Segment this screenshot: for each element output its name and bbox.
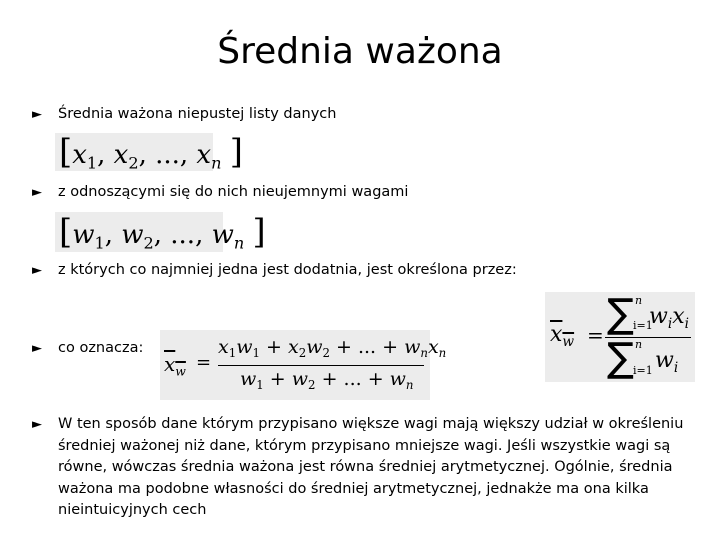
formula-denominator [240, 368, 414, 392]
formula-term: w [389, 368, 406, 390]
formula-term: w [240, 368, 257, 390]
bullet-text: z których co najmniej jedna jest dodatnia, jest określona przez: [58, 262, 517, 278]
weighted-mean-formula [545, 292, 695, 382]
sum-upper-limit: n [635, 294, 643, 307]
formula-term: x [164, 352, 176, 376]
formula-term: w [211, 220, 234, 250]
formula-term: w [649, 304, 668, 329]
formula-term: x [72, 140, 87, 170]
bullet-arrow-icon: ► [32, 263, 42, 278]
formula-subscript: 1 [256, 378, 264, 393]
formula-subscript: i [667, 315, 673, 332]
formula-equals: = [587, 323, 604, 347]
formula-term: w [121, 220, 144, 250]
formula-subscript: n [420, 346, 428, 361]
formula-term: x [196, 140, 212, 170]
bullet-arrow-icon: ► [32, 417, 42, 432]
formula-subscript: n [233, 233, 245, 253]
expanded-mean-formula [160, 330, 447, 400]
sum-upper-limit: n [635, 338, 643, 351]
formula-subscript: 2 [308, 378, 316, 393]
formula-term: w [655, 348, 674, 373]
formula-plus: + [259, 336, 288, 358]
formula-bracket-close: ] [229, 132, 243, 171]
sum-lower-limit: i=1 [633, 364, 653, 377]
formula-subscript: 2 [322, 346, 330, 361]
formula-subscript: 2 [128, 153, 139, 173]
weights-list-formula: [$w_1$, $w_2$, ..., $w_n$ ] [55, 212, 223, 252]
bullet-text: z odnoszącymi się do nich nieujemnymi wagami [58, 184, 409, 200]
bullet-arrow-icon: ► [32, 107, 42, 122]
formula-term: x [287, 336, 299, 358]
formula-bracket-open: [ [59, 132, 73, 171]
sum-sigma-icon: ∑ [607, 335, 634, 381]
formula-subscript: 1 [228, 346, 237, 361]
formula-equals: = [196, 352, 212, 373]
formula-term: w [404, 336, 421, 358]
formula-subscript: 2 [298, 346, 307, 361]
formula-term: x [550, 322, 563, 347]
bullet-arrow-icon: ► [32, 341, 42, 356]
formula-bracket-open: [ [59, 212, 73, 251]
formula-subscript: i [673, 359, 679, 376]
formula-subscript: i [684, 315, 689, 332]
formula-dots: , ..., [138, 140, 197, 170]
formula-plus: + [263, 368, 292, 390]
bullet-text: co oznacza: [58, 340, 144, 356]
formula-bracket-close: ] [252, 212, 266, 251]
formula-lhs [164, 352, 186, 378]
formula-term: w [236, 336, 253, 358]
formula-term: x [427, 336, 439, 358]
bullet-arrow-icon: ► [32, 185, 42, 200]
sum-sigma-icon: ∑ [607, 291, 634, 337]
slide-title: Średnia ważona [217, 31, 503, 72]
formula-subscript: w [175, 363, 186, 379]
formula-term: w [291, 368, 309, 390]
bullet-text: Średnia ważona niepustej listy danych [58, 106, 337, 122]
formula-subscript: 1 [86, 153, 98, 173]
formula-term: w [306, 336, 323, 358]
formula-term: w [72, 220, 95, 250]
formula-subscript: 1 [94, 233, 105, 253]
formula-subscript: n [405, 378, 414, 393]
formula-subscript: 2 [143, 233, 154, 253]
formula-lhs [550, 322, 574, 350]
formula-subscript: n [211, 153, 222, 173]
fraction-line [218, 365, 424, 366]
formula-subscript: n [438, 346, 447, 361]
sum-lower-limit: i=1 [633, 319, 653, 332]
formula-subscript: w [562, 333, 575, 350]
formula-plus: + ... + [315, 368, 390, 390]
bullet-text: W ten sposób dane którym przypisano większe wagi mają większy udział w określeniu średniej ważonej niż dane, którym przypisano mniejsze wagi. Jeśli wszystkie wagi są równe, wówczas średnia ważona jest równa średniej arytmetycznej. Ogólnie, średnia ważona ma podobne własności do średniej arytmetycznej, jednakże ma ona kilka nieintuicyjnych cech [58, 416, 684, 518]
formula-subscript: 1 [252, 346, 260, 361]
formula-numerator [218, 336, 446, 360]
formula-dots: , ..., [153, 220, 212, 250]
formula-term: x [113, 140, 129, 170]
formula-term: x [672, 304, 685, 329]
formula-plus: + ... + [329, 336, 405, 358]
data-list-formula: [$x_1$, $x_2$, ..., $x_n$ ] [55, 133, 213, 171]
formula-term: x [218, 336, 229, 358]
